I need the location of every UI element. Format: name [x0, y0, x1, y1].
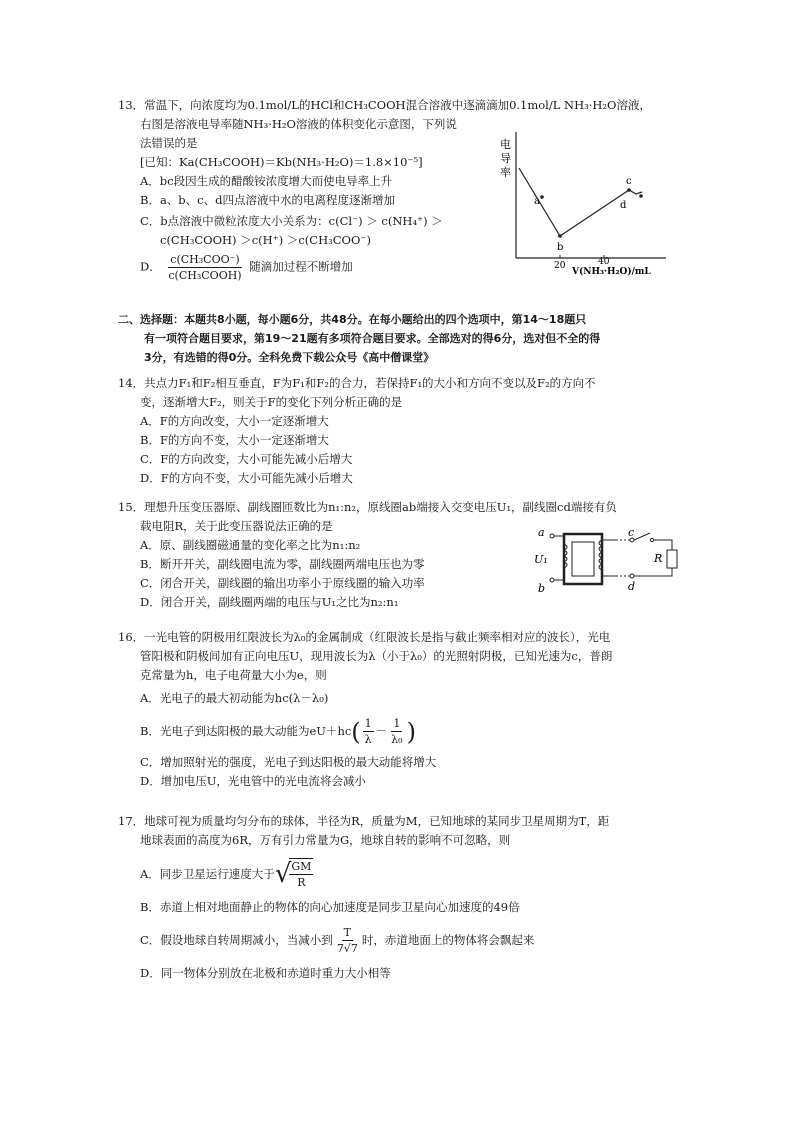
q16-frac1-num: 1: [364, 717, 372, 730]
q14-stem-line1: 14．共点力F₁和F₂相互垂直，F为F₁和F₂的合力，若保持F₁的大小和方向不变以及F₂的方向不: [118, 376, 596, 390]
q13-stem-line2: 右图是溶液电导率随NH₃·H₂O溶液的体积变化示意图，下列说: [140, 117, 457, 131]
q16-option-b-frac1: [363, 716, 374, 747]
q16-option-b: [118, 716, 758, 747]
q16-option-d: D．增加电压U，光电管中的光电流将会减小: [140, 774, 366, 788]
q16-option-b-frac2: [389, 716, 404, 747]
conductivity-graph: [494, 128, 674, 278]
q17-option-a: [118, 858, 758, 890]
q13-option-d-fraction: [166, 252, 243, 283]
q17-option-c-fraction: [335, 925, 360, 956]
q17-stem-line2: 地球表面的高度为6R，万有引力常量为G，地球自转的影响不可忽略，则: [140, 833, 511, 847]
q15-stem-line2: 载电阻R，关于此变压器说法正确的是: [140, 519, 333, 533]
transformer-core-inner: [572, 542, 594, 576]
q17-option-d: D．同一物体分别放在北极和赤道时重力大小相等: [140, 966, 391, 980]
q13-stem-line1: 13．常温下，向浓度均为0.1mol/L的HCl和CH₃COOH混合溶液中逐滴滴加0.1mol/L NH₃·H₂O溶液，: [118, 98, 651, 112]
q15-stem-line1: 15．理想升压变压器原、副线圈匝数比为n₁:n₂，原线圈ab端接入交变电压U₁，副线圈cd端接有负: [118, 500, 617, 514]
q17-option-a-fraction: [289, 858, 313, 890]
q16-option-b-text: B．光电子到达阳极的最大动能为eU＋hc: [140, 724, 352, 738]
q17-option-a-num: GM: [291, 860, 312, 873]
terminal-d-label: d: [628, 580, 636, 593]
transformer-circuit: [534, 528, 684, 594]
q17-option-c-text: C．假设地球自转周期减小，当减小到: [140, 933, 333, 947]
terminal-b: [550, 578, 554, 582]
point-d: [639, 194, 643, 198]
label-d: d: [620, 200, 627, 211]
graph-y-label-3: 率: [500, 166, 511, 179]
section-2-heading: [118, 310, 758, 367]
q17-option-a-sqrt-sign: √: [274, 859, 292, 889]
section-2-line3: 3分，有选错的得0分。全科免费下载公众号《高中僧课堂》: [144, 351, 435, 364]
q16-stem-line1: 16．一光电管的阴极用红限波长为λ₀的金属制成（红限波长是指与截止频率相对应的波长），光电: [118, 630, 611, 644]
terminal-d: [630, 574, 634, 578]
label-b: b: [557, 242, 564, 253]
q13-option-b: B．a、b、c、d四点溶液中水的电离程度逐渐增加: [140, 193, 395, 207]
question-16: [118, 628, 758, 791]
resistor-label: R: [654, 552, 663, 565]
tick-label-20: 20: [554, 261, 566, 271]
label-c: c: [626, 176, 632, 187]
q16-option-c: C．增加照射光的强度，光电子到达阳极的最大动能将增大: [140, 755, 437, 769]
q17-stem-line1: 17．地球可视为质量均匀分布的球体，半径为R，质量为M，已知地球的某同步卫星周期为T，距: [118, 814, 610, 828]
wire-right-top: [654, 540, 672, 550]
q14-option-c: C．F的方向改变，大小可能先减小后增大: [140, 452, 353, 466]
q17-option-c-post: 时，赤道地面上的物体将会飘起来: [361, 933, 535, 947]
terminal-c-label: c: [628, 528, 635, 539]
question-14: [118, 374, 758, 488]
q16-frac2-num: 1: [393, 717, 401, 730]
q13-stem-line3: 法错误的是: [140, 136, 198, 150]
q16-option-b-lparen: (: [351, 717, 361, 746]
q16-stem-line2: 管阳极和阴极间加有正向电压U，现用波长为λ（小于λ₀）的光照射阴极，已知光速为c，普朗: [140, 649, 613, 663]
graph-x-label: V(NH₃·H₂O)/mL: [572, 267, 651, 277]
wire-right-bottom: [634, 568, 672, 576]
q17-option-c: [118, 925, 758, 956]
q17-option-c-num: T: [343, 926, 351, 939]
q13-option-d-text: 随滴加过程不断增加: [249, 259, 353, 274]
q16-stem-line3: 克常量为h，电子电荷量大小为e，则: [140, 668, 327, 682]
q13-known: [已知：Ka(CH₃COOH)＝Kb(NH₃·H₂O)＝1.8×10⁻⁵]: [140, 155, 423, 169]
q16-option-a: A．光电子的最大初动能为hc(λ－λ₀): [140, 691, 329, 705]
q14-option-b: B．F的方向不变，大小一定逐渐增大: [140, 433, 329, 447]
section-2-line2: 有一项符合题目要求，第19～21题有多项符合题目要求。全部选对的得6分，选对但不全的得: [144, 332, 601, 345]
q13-option-a: A．bc段因生成的醋酸铵浓度增大而使电导率上升: [140, 174, 393, 188]
q16-option-b-minus: －: [375, 724, 388, 738]
terminal-a: [550, 534, 554, 538]
point-c: [627, 188, 631, 192]
q15-option-c: C．闭合开关，副线圈的输出功率小于原线圈的输入功率: [140, 576, 425, 590]
q13-option-c: C．b点溶液中微粒浓度大小关系为：c(Cl⁻) ＞ c(NH₄⁺) ＞: [140, 214, 443, 228]
q17-option-a-text: A．同步卫星运行速度大于: [140, 866, 275, 881]
q15-option-d: D．闭合开关，副线圈两端的电压与U₁之比为n₂:n₁: [140, 595, 399, 609]
graph-y-label-1: 电: [500, 138, 511, 151]
q15-option-a: A．原、副线圈磁通量的变化率之比为n₁:n₂: [140, 538, 361, 552]
q17-option-b: B．赤道上相对地面静止的物体的向心加速度是同步卫星向心加速度的49倍: [140, 900, 520, 914]
q16-frac1-den: λ: [364, 733, 372, 746]
q16-frac2-den: λ₀: [391, 733, 403, 746]
q14-stem-line2: 变，逐渐增大F₂，则关于F的变化下列分析正确的是: [140, 395, 403, 409]
tick-label-40: 40: [598, 257, 610, 267]
graph-y-label-2: 导: [500, 152, 511, 165]
q17-option-c-den: 7√7: [336, 942, 358, 955]
point-a: [540, 195, 544, 199]
q13-option-d-label: D．: [140, 259, 161, 274]
q13-option-d-numerator: c(CH₃COO⁻): [170, 253, 240, 266]
switch-contact: [650, 538, 653, 541]
switch-blade: [634, 533, 650, 540]
resistor-r: [667, 550, 677, 568]
q13-option-c-cont: c(CH₃COOH) ＞c(H⁺) ＞c(CH₃COO⁻): [160, 233, 371, 247]
question-17: [118, 812, 758, 983]
point-b: [558, 234, 562, 238]
q13-option-d-denominator: c(CH₃COOH): [168, 269, 242, 282]
terminal-b-label: b: [538, 582, 546, 594]
terminal-a-label: a: [538, 528, 545, 539]
q14-option-a: A．F的方向改变，大小一定逐渐增大: [140, 414, 329, 428]
q16-option-b-rparen: ): [406, 717, 416, 746]
section-2-line1: 二、选择题：本题共8小题，每小题6分，共48分。在每小题给出的四个选项中，第14～18题只: [118, 313, 587, 326]
label-a: a: [534, 196, 540, 207]
q17-option-a-den: R: [297, 876, 306, 889]
q14-option-d: D．F的方向不变，大小可能先减小后增大: [140, 471, 353, 485]
q15-option-b: B．断开开关，副线圈电流为零，副线圈两端电压也为零: [140, 557, 425, 571]
u1-label: U₁: [534, 553, 548, 566]
